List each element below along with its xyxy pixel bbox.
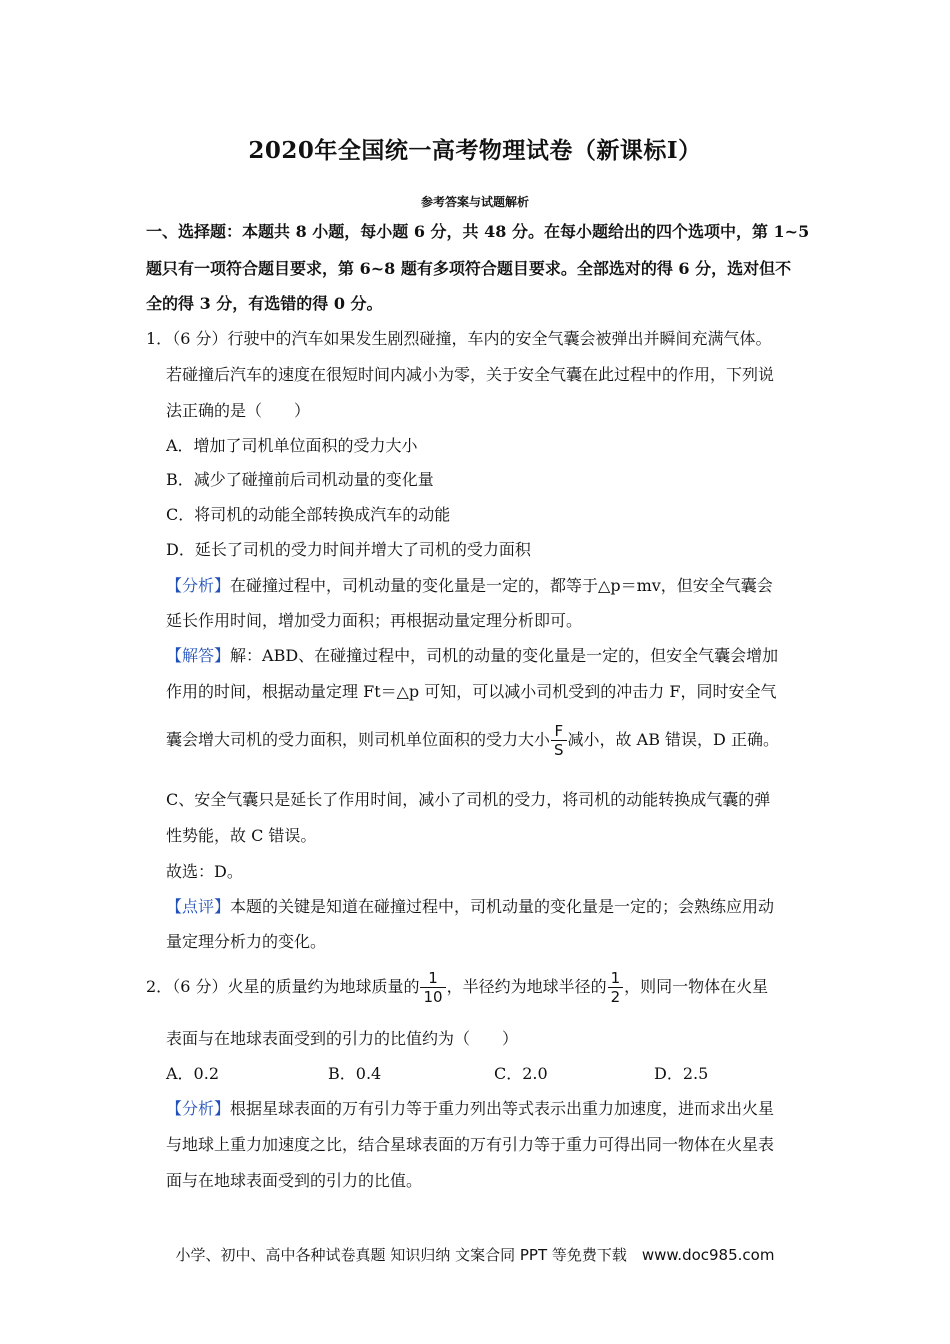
question-stem-part: ，半径约为地球半径的: [446, 977, 607, 996]
question-1-choice: 故选：D。: [166, 862, 243, 881]
analysis-tag: 【分析】: [166, 576, 231, 595]
question-2-analysis: [166, 1098, 774, 1120]
question-1-answer-line-2: 作用的时间，根据动量定理 Ft＝△p 可知，可以减小司机受到的冲击力 F，同时安全气: [166, 682, 777, 701]
question-2-analysis-line-3: 面与在地球表面受到的引力的比值。: [166, 1171, 423, 1190]
analysis-text: 在碰撞过程中，司机动量的变化量是一定的，都等于△p＝mv，但安全气囊会: [230, 576, 773, 595]
question-1-answer: [166, 645, 778, 667]
analysis-text: 根据星球表面的万有引力等于重力列出等式表示出重力加速度，进而求出火星: [230, 1099, 775, 1118]
section-instructions-line-2: 题只有一项符合题目要求，第 6~8 题有多项符合题目要求。全部选对的得 6 分，选对但不: [146, 259, 792, 278]
fraction-numerator: 1: [608, 969, 624, 988]
fraction-denominator: S: [554, 741, 564, 759]
fraction-f-over-s: [551, 722, 567, 759]
fraction-denominator: 10: [423, 988, 443, 1006]
question-1-comment-line-2: 量定理分析力的变化。: [166, 932, 327, 951]
question-2-analysis-line-2: 与地球上重力加速度之比，结合星球表面的万有引力等于重力可得出同一物体在火星表: [166, 1135, 775, 1154]
fraction-numerator: F: [551, 722, 567, 741]
answer-text-part: 囊会增大司机的受力面积，则司机单位面积的受力大小: [166, 730, 551, 749]
question-1-option-d: D．延长了司机的受力时间并增大了司机的受力面积: [166, 540, 531, 559]
answer-text: 解：ABD、在碰撞过程中，司机的动量的变化量是一定的，但安全气囊会增加: [230, 646, 779, 665]
question-stem: （6 分）行驶中的汽车如果发生剧烈碰撞，车内的安全气囊会被弹出并瞬间充满气体。: [172, 329, 772, 348]
question-number: 1．: [146, 329, 173, 348]
question-2: [146, 967, 768, 1007]
answer-text-part: 减小，故 AB 错误，D 正确。: [567, 730, 779, 749]
question-1-comment: [166, 896, 774, 918]
page-title: 2020年全国统一高考物理试卷（新课标Ⅰ）: [248, 137, 702, 164]
question-2-option-d: D．2.5: [654, 1064, 709, 1083]
question-stem-part: ，则同一物体在火星: [624, 977, 769, 996]
comment-text: 本题的关键是知道在碰撞过程中，司机动量的变化量是一定的；会熟练应用动: [230, 897, 775, 916]
question-1-option-c: C．将司机的动能全部转换成汽车的动能: [166, 505, 451, 524]
question-1-answer-line-3: [166, 720, 779, 760]
question-1-analysis-line-2: 延长作用时间，增加受力面积；再根据动量定理分析即可。: [166, 611, 583, 630]
question-1-answer-line-4: C、安全气囊只是延长了作用时间，减小了司机的受力，将司机的动能转换成气囊的弹: [166, 790, 771, 809]
question-2-option-c: C．2.0: [494, 1064, 548, 1083]
question-1-option-b: B．减少了碰撞前后司机动量的变化量: [166, 470, 434, 489]
comment-tag: 【点评】: [166, 897, 231, 916]
question-1-option-a: A．增加了司机单位面积的受力大小: [166, 436, 418, 455]
question-1-stem-line-3: 法正确的是（ ）: [166, 401, 311, 420]
question-1: [146, 328, 771, 350]
page-subtitle: 参考答案与试题解析: [420, 195, 529, 209]
question-2-stem-line-2: 表面与在地球表面受到的引力的比值约为（ ）: [166, 1029, 519, 1048]
question-1-answer-line-5: 性势能，故 C 错误。: [166, 826, 317, 845]
answer-tag: 【解答】: [166, 646, 231, 665]
section-instructions-line-1: 一、选择题：本题共 8 小题，每小题 6 分，共 48 分。在每小题给出的四个选项中，第 1~5: [146, 222, 810, 241]
question-number: 2．: [146, 977, 173, 996]
fraction-one-half: [608, 969, 624, 1006]
question-2-option-b: B．0.4: [328, 1064, 382, 1083]
question-2-option-a: A．0.2: [166, 1064, 220, 1083]
analysis-tag: 【分析】: [166, 1099, 231, 1118]
fraction-numerator: 1: [420, 969, 445, 988]
question-stem-part: （6 分）火星的质量约为地球质量的: [172, 977, 420, 996]
fraction-one-tenth: [420, 969, 445, 1006]
section-instructions-line-3: 全的得 3 分，有选错的得 0 分。: [146, 294, 383, 313]
page-footer: 小学、初中、高中各种试卷真题 知识归纳 文案合同 PPT 等免费下载 www.doc985.com: [175, 1246, 775, 1264]
question-1-stem-line-2: 若碰撞后汽车的速度在很短时间内减小为零，关于安全气囊在此过程中的作用，下列说: [166, 365, 775, 384]
fraction-denominator: 2: [610, 988, 621, 1006]
question-1-analysis: [166, 575, 773, 597]
